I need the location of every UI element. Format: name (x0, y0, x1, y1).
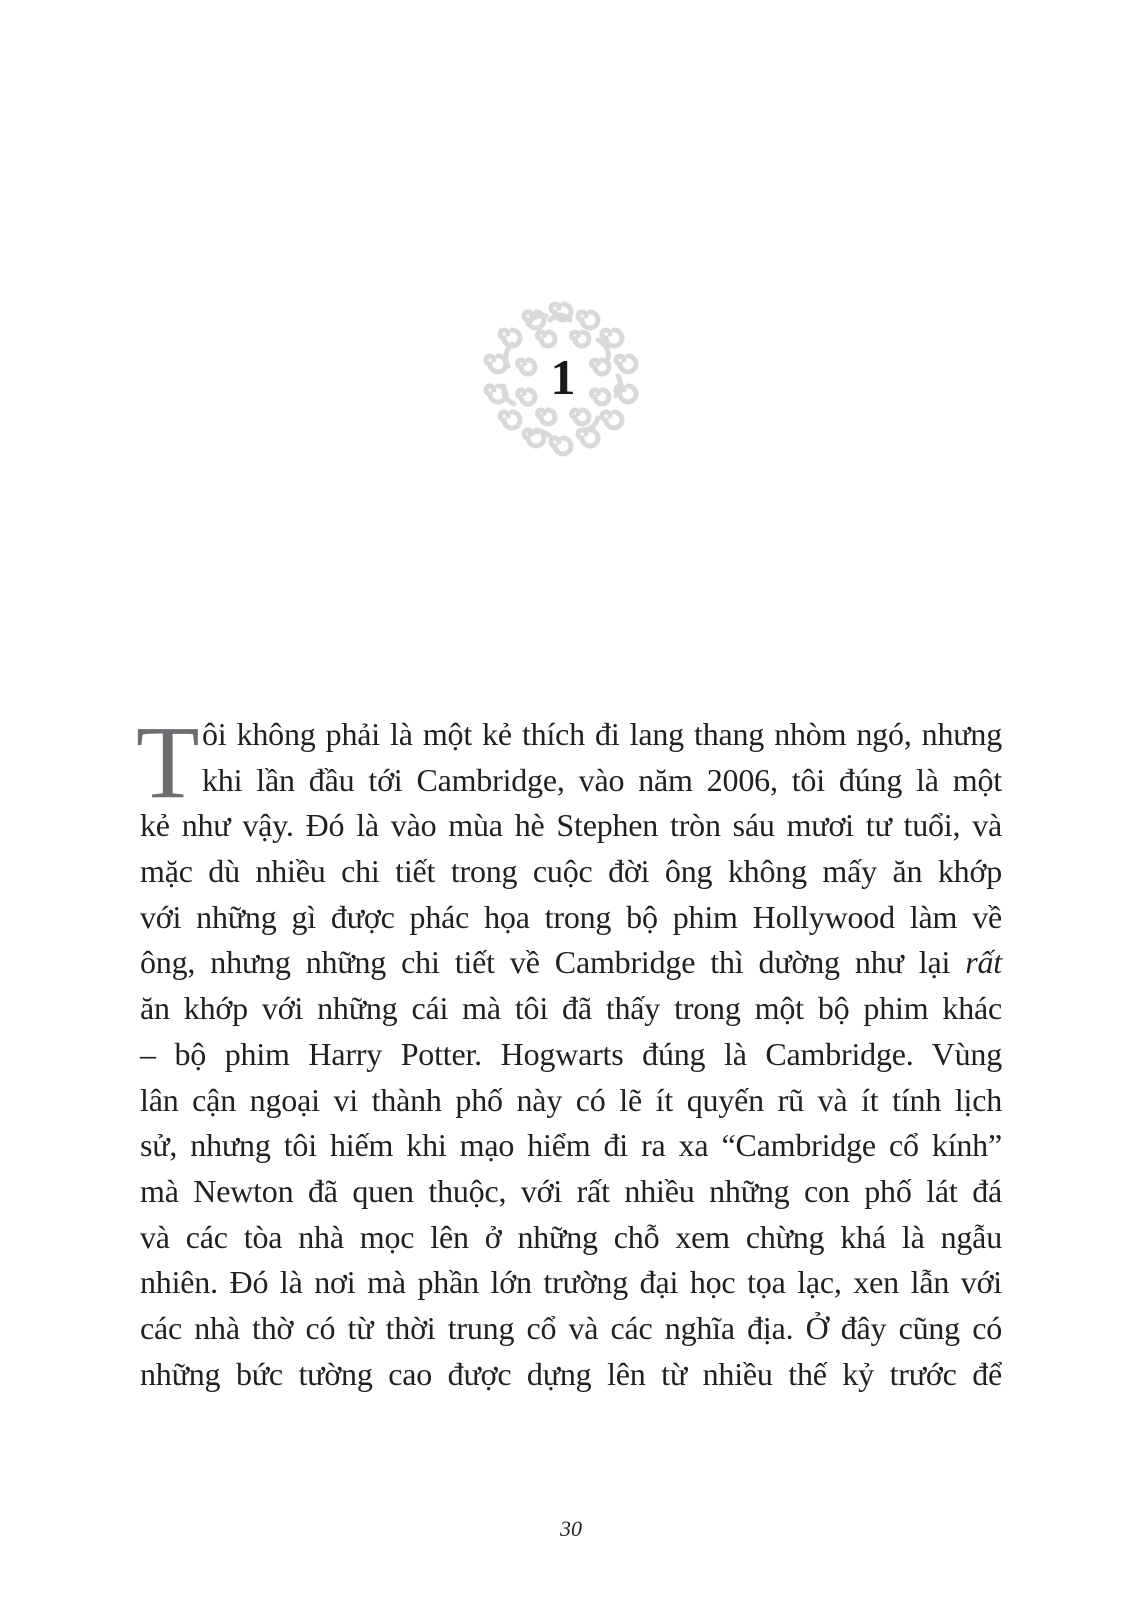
italic-emphasis: rất (965, 944, 1002, 981)
text-line: mà Newton đã quen thuộc, với rất nhiều những con phố lát đá (140, 1172, 1002, 1209)
text-line: những bức tường cao được dựng lên từ nhiều thế kỷ trước để (140, 1355, 1002, 1392)
drop-cap: T (136, 705, 200, 820)
text-line: các nhà thờ có từ thời trung cổ và các nghĩa địa. Ở đây cũng có (140, 1309, 1002, 1346)
text-line: và các tòa nhà mọc lên ở những chỗ xem chừng khá là ngẫu (140, 1218, 1002, 1255)
text-line: lân cận ngoại vi thành phố này có lẽ ít quyến rũ và ít tính lịch (140, 1081, 1002, 1118)
chapter-heading (478, 290, 648, 460)
text-line: sử, nhưng tôi hiếm khi mạo hiểm đi ra xa “Cambridge cổ kính” (140, 1127, 1002, 1164)
text-segment: ông, nhưng những chi tiết về Cambridge thì dường như lại (140, 944, 951, 981)
text-line: mặc dù nhiều chi tiết trong cuộc đời ông không mấy ăn khớp (140, 853, 1002, 890)
text-line: nhiên. Đó là nơi mà phần lớn trường đại học tọa lạc, xen lẫn với (140, 1264, 1002, 1301)
text-line: ăn khớp với những cái mà tôi đã thấy trong một bộ phim khác (140, 990, 1002, 1027)
text-line: – bộ phim Harry Potter. Hogwarts đúng là Cambridge. Vùng (140, 1035, 1002, 1072)
page-number: 30 (560, 1516, 582, 1541)
text-line: với những gì được phác họa trong bộ phim Hollywood làm về (140, 898, 1002, 935)
chapter-number: 1 (550, 349, 576, 405)
text-line-with-italic (140, 940, 1002, 986)
chapter-body-text (136, 705, 1002, 1397)
text-line: kẻ như vậy. Đó là vào mùa hè Stephen tròn sáu mươi tư tuổi, và (140, 807, 1002, 844)
text-line: khi lần đầu tới Cambridge, vào năm 2006, tôi đúng là một (202, 761, 1002, 798)
text-line: ôi không phải là một kẻ thích đi lang thang nhòm ngó, nhưng (202, 716, 1002, 752)
